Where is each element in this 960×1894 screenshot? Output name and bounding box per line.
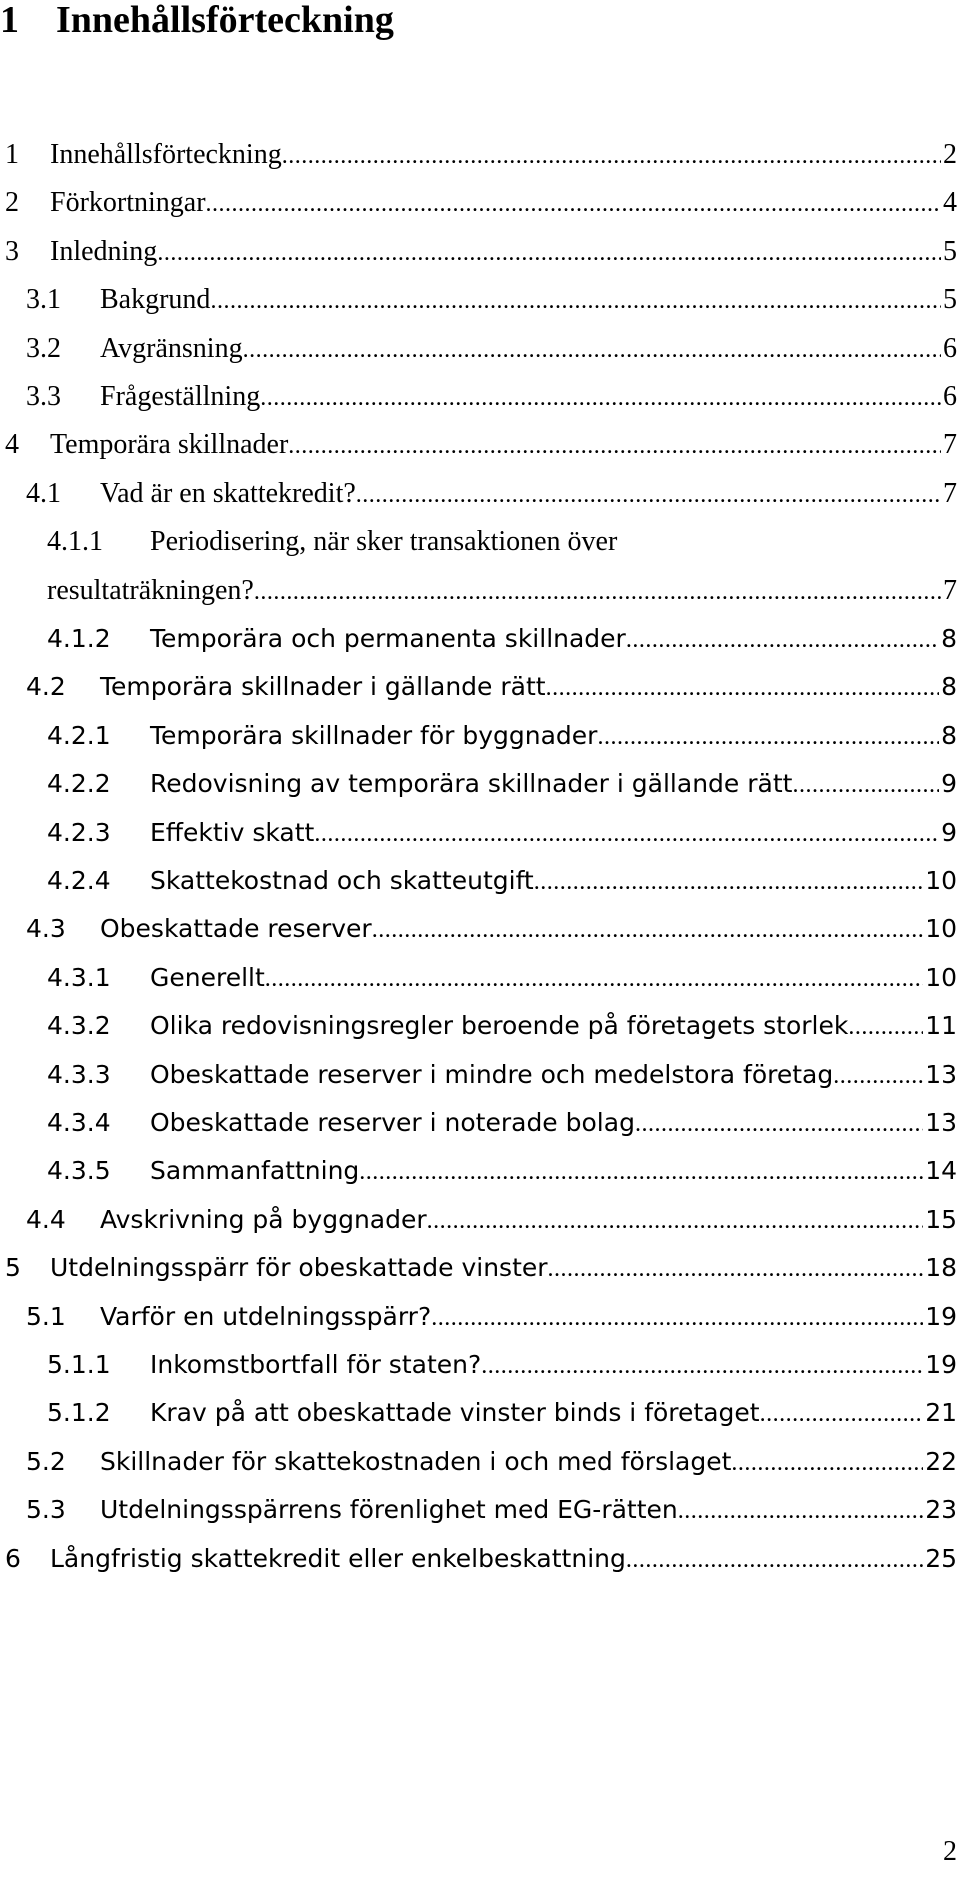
toc-entry-page: 18 (925, 1253, 957, 1282)
toc-entry[interactable] (0, 185, 960, 221)
toc-entry-number: 4.1.2 (47, 624, 111, 653)
toc-entry-page: 25 (925, 1544, 957, 1573)
toc-entry[interactable] (0, 234, 960, 270)
toc-entry-page: 5 (943, 284, 957, 315)
toc-entry-number: 3.1 (26, 284, 61, 315)
page-title (0, 0, 394, 40)
toc-entry-number: 4.3.4 (47, 1108, 111, 1137)
toc-entry-number: 4.2 (26, 672, 66, 701)
toc-entry-title: Temporära skillnader för byggnader (150, 721, 598, 750)
toc-entry-number: 5.2 (26, 1447, 66, 1476)
toc-entry-title: Utdelningsspärrens förenlighet med EG-rätten (100, 1495, 678, 1524)
toc-entry-number: 4.3.5 (47, 1156, 111, 1185)
dot-leader (260, 380, 941, 416)
toc-entry[interactable] (0, 1105, 960, 1141)
toc-entry[interactable] (0, 1347, 960, 1383)
dot-leader (206, 186, 941, 222)
toc-entry[interactable] (0, 379, 960, 415)
toc-entry-number: 4 (5, 429, 19, 460)
toc-entry-title: Obeskattade reserver (100, 914, 372, 943)
toc-entry-page: 8 (941, 624, 957, 653)
toc-entry-number: 4.2.4 (47, 866, 111, 895)
toc-entry-page: 23 (925, 1495, 957, 1524)
dot-leader (356, 477, 941, 513)
dot-leader (597, 719, 939, 755)
toc-entry-title: Temporära skillnader (50, 429, 289, 460)
dot-leader (626, 622, 939, 658)
toc-entry-title: Periodisering, när sker transaktionen över (150, 526, 618, 557)
toc-entry-number: 2 (5, 187, 19, 218)
toc-entry[interactable] (0, 427, 960, 463)
toc-entry-page: 4 (943, 187, 957, 218)
toc-entry-page: 10 (925, 963, 957, 992)
dot-leader (427, 1203, 924, 1239)
toc-entry-number: 4.2.3 (47, 818, 111, 847)
toc-entry-page: 6 (943, 381, 957, 412)
toc-entry-page: 14 (925, 1156, 957, 1185)
toc-entry-number: 5 (5, 1253, 21, 1282)
toc-entry[interactable] (0, 573, 960, 609)
toc-entry[interactable] (0, 1202, 960, 1238)
toc-entry-title: Generellt (150, 963, 265, 992)
dot-leader (372, 912, 924, 948)
dot-leader (282, 138, 941, 174)
toc-entry-number: 4.3.2 (47, 1011, 111, 1040)
toc-entry-page: 7 (943, 429, 957, 460)
toc-entry-page: 10 (925, 866, 957, 895)
toc-entry[interactable] (0, 718, 960, 754)
dot-leader (157, 235, 941, 271)
toc-entry-number: 6 (5, 1544, 21, 1573)
toc-entry-number: 4.3 (26, 914, 66, 943)
toc-entry[interactable] (0, 476, 960, 512)
toc-entry-page: 22 (925, 1447, 957, 1476)
toc-entry-number: 5.1.2 (47, 1398, 111, 1427)
toc-entry-title: Långfristig skattekredit eller enkelbeskattning (50, 1544, 626, 1573)
toc-entry-page: 7 (943, 478, 957, 509)
toc-entry-number: 4.4 (26, 1205, 66, 1234)
page-number: 2 (943, 1836, 957, 1867)
dot-leader (833, 1058, 923, 1094)
toc-entry-page: 13 (925, 1108, 957, 1137)
toc-entry-number: 5.1.1 (47, 1350, 111, 1379)
toc-entry-title: Olika redovisningsregler beroende på företagets storlek (150, 1011, 849, 1040)
dot-leader (314, 816, 939, 852)
heading-number: 1 (0, 0, 19, 41)
toc-entry[interactable] (0, 137, 960, 173)
toc-entry[interactable] (0, 282, 960, 318)
toc-entry-page: 6 (943, 333, 957, 364)
toc-entry-page: 9 (941, 818, 957, 847)
dot-leader (243, 332, 941, 368)
toc-entry-page: 13 (925, 1060, 957, 1089)
toc-entry-title: Utdelningsspärr för obeskattade vinster (50, 1253, 548, 1282)
toc-entry-number: 3.2 (26, 333, 61, 364)
toc-entry-page: 10 (925, 914, 957, 943)
dot-leader (359, 1154, 923, 1190)
dot-leader (678, 1493, 923, 1529)
toc-entry-title: Obeskattade reserver i mindre och medelstora företag (150, 1060, 834, 1089)
toc-entry-title: Sammanfattning (150, 1156, 360, 1185)
toc-entry[interactable] (0, 960, 960, 996)
toc-entry-number: 4.2.1 (47, 721, 111, 750)
toc-entry-page: 19 (925, 1302, 957, 1331)
dot-leader (626, 1542, 923, 1578)
toc-entry-page: 8 (941, 672, 957, 701)
toc-entry-number: 4.3.3 (47, 1060, 111, 1089)
toc-entry[interactable] (0, 621, 960, 657)
dot-leader (760, 1396, 924, 1432)
toc-entry-title: Vad är en skattekredit? (100, 478, 356, 509)
toc-entry-title: Bakgrund (100, 284, 211, 315)
dot-leader (635, 1106, 923, 1142)
toc-entry-title: Varför en utdelningsspärr? (100, 1302, 432, 1331)
toc-entry-number: 4.1 (26, 478, 61, 509)
toc-entry-title: Frågeställning (100, 381, 261, 412)
toc-entry-number: 3.3 (26, 381, 61, 412)
toc-entry-page: 2 (943, 139, 957, 170)
toc-entry-title: Inkomstbortfall för staten? (150, 1350, 482, 1379)
toc-entry[interactable] (0, 1008, 960, 1044)
toc-entry-page: 21 (925, 1398, 957, 1427)
toc-entry-page: 19 (925, 1350, 957, 1379)
toc-entry-title: Redovisning av temporära skillnader i gällande rätt (150, 769, 793, 798)
toc-entry[interactable] (0, 669, 960, 705)
dot-leader (254, 574, 941, 610)
toc-entry[interactable] (0, 524, 960, 560)
toc-entry-title: Inledning (50, 236, 158, 267)
toc-entry-title: Temporära och permanenta skillnader (150, 624, 626, 653)
dot-leader (265, 961, 923, 997)
toc-entry[interactable] (0, 911, 960, 947)
dot-leader (210, 283, 941, 319)
toc-entry-number: 3 (5, 236, 19, 267)
dot-leader (481, 1348, 923, 1384)
toc-entry-title: Krav på att obeskattade vinster binds i företaget (150, 1398, 760, 1427)
toc-entry-page: 15 (925, 1205, 957, 1234)
toc-entry-title: Effektiv skatt (150, 818, 315, 847)
toc-entry-number: 4.2.2 (47, 769, 111, 798)
dot-leader (548, 1251, 924, 1287)
toc-entry[interactable] (0, 863, 960, 899)
dot-leader (848, 1009, 923, 1045)
toc-entry[interactable] (0, 331, 960, 367)
toc-entry[interactable] (0, 766, 960, 802)
toc-entry-page: 9 (941, 769, 957, 798)
toc-entry[interactable] (0, 1444, 960, 1480)
toc-entry[interactable] (0, 1057, 960, 1093)
dot-leader (431, 1300, 923, 1336)
toc-entry-page: 5 (943, 236, 957, 267)
heading-title: Innehållsförteckning (56, 0, 394, 41)
toc-entry-number: 4.3.1 (47, 963, 111, 992)
toc-entry-page: 8 (941, 721, 957, 750)
toc-entry-title: Avgränsning (100, 333, 243, 364)
toc-entry-number: 5.3 (26, 1495, 66, 1524)
toc-entry[interactable] (0, 1541, 960, 1577)
toc-entry-page: 7 (943, 575, 957, 606)
toc-entry-title: Innehållsförteckning (50, 139, 282, 170)
toc-entry-number: 1 (5, 139, 19, 170)
toc-entry-page: 11 (925, 1011, 957, 1040)
toc-entry[interactable] (0, 1299, 960, 1335)
toc-entry-number: 4.1.1 (47, 526, 103, 557)
dot-leader (731, 1445, 923, 1481)
toc-entry[interactable] (0, 815, 960, 851)
dot-leader (534, 864, 923, 900)
toc-entry[interactable] (0, 1395, 960, 1431)
toc-entry-title: Avskrivning på byggnader (100, 1205, 427, 1234)
toc-entry-title: Skillnader för skattekostnaden i och med förslaget (100, 1447, 732, 1476)
toc-entry-title: Skattekostnad och skatteutgift (150, 866, 534, 895)
toc-entry-title: resultaträkningen? (47, 575, 254, 606)
toc-entry-number: 5.1 (26, 1302, 66, 1331)
toc-entry-title: Temporära skillnader i gällande rätt (100, 672, 546, 701)
toc-entry[interactable] (0, 1250, 960, 1286)
dot-leader (288, 428, 941, 464)
dot-leader (546, 670, 940, 706)
toc-entry-title: Obeskattade reserver i noterade bolag (150, 1108, 635, 1137)
dot-leader (792, 767, 939, 803)
toc-entry[interactable] (0, 1153, 960, 1189)
toc-entry[interactable] (0, 1492, 960, 1528)
toc-entry-title: Förkortningar (50, 187, 206, 218)
